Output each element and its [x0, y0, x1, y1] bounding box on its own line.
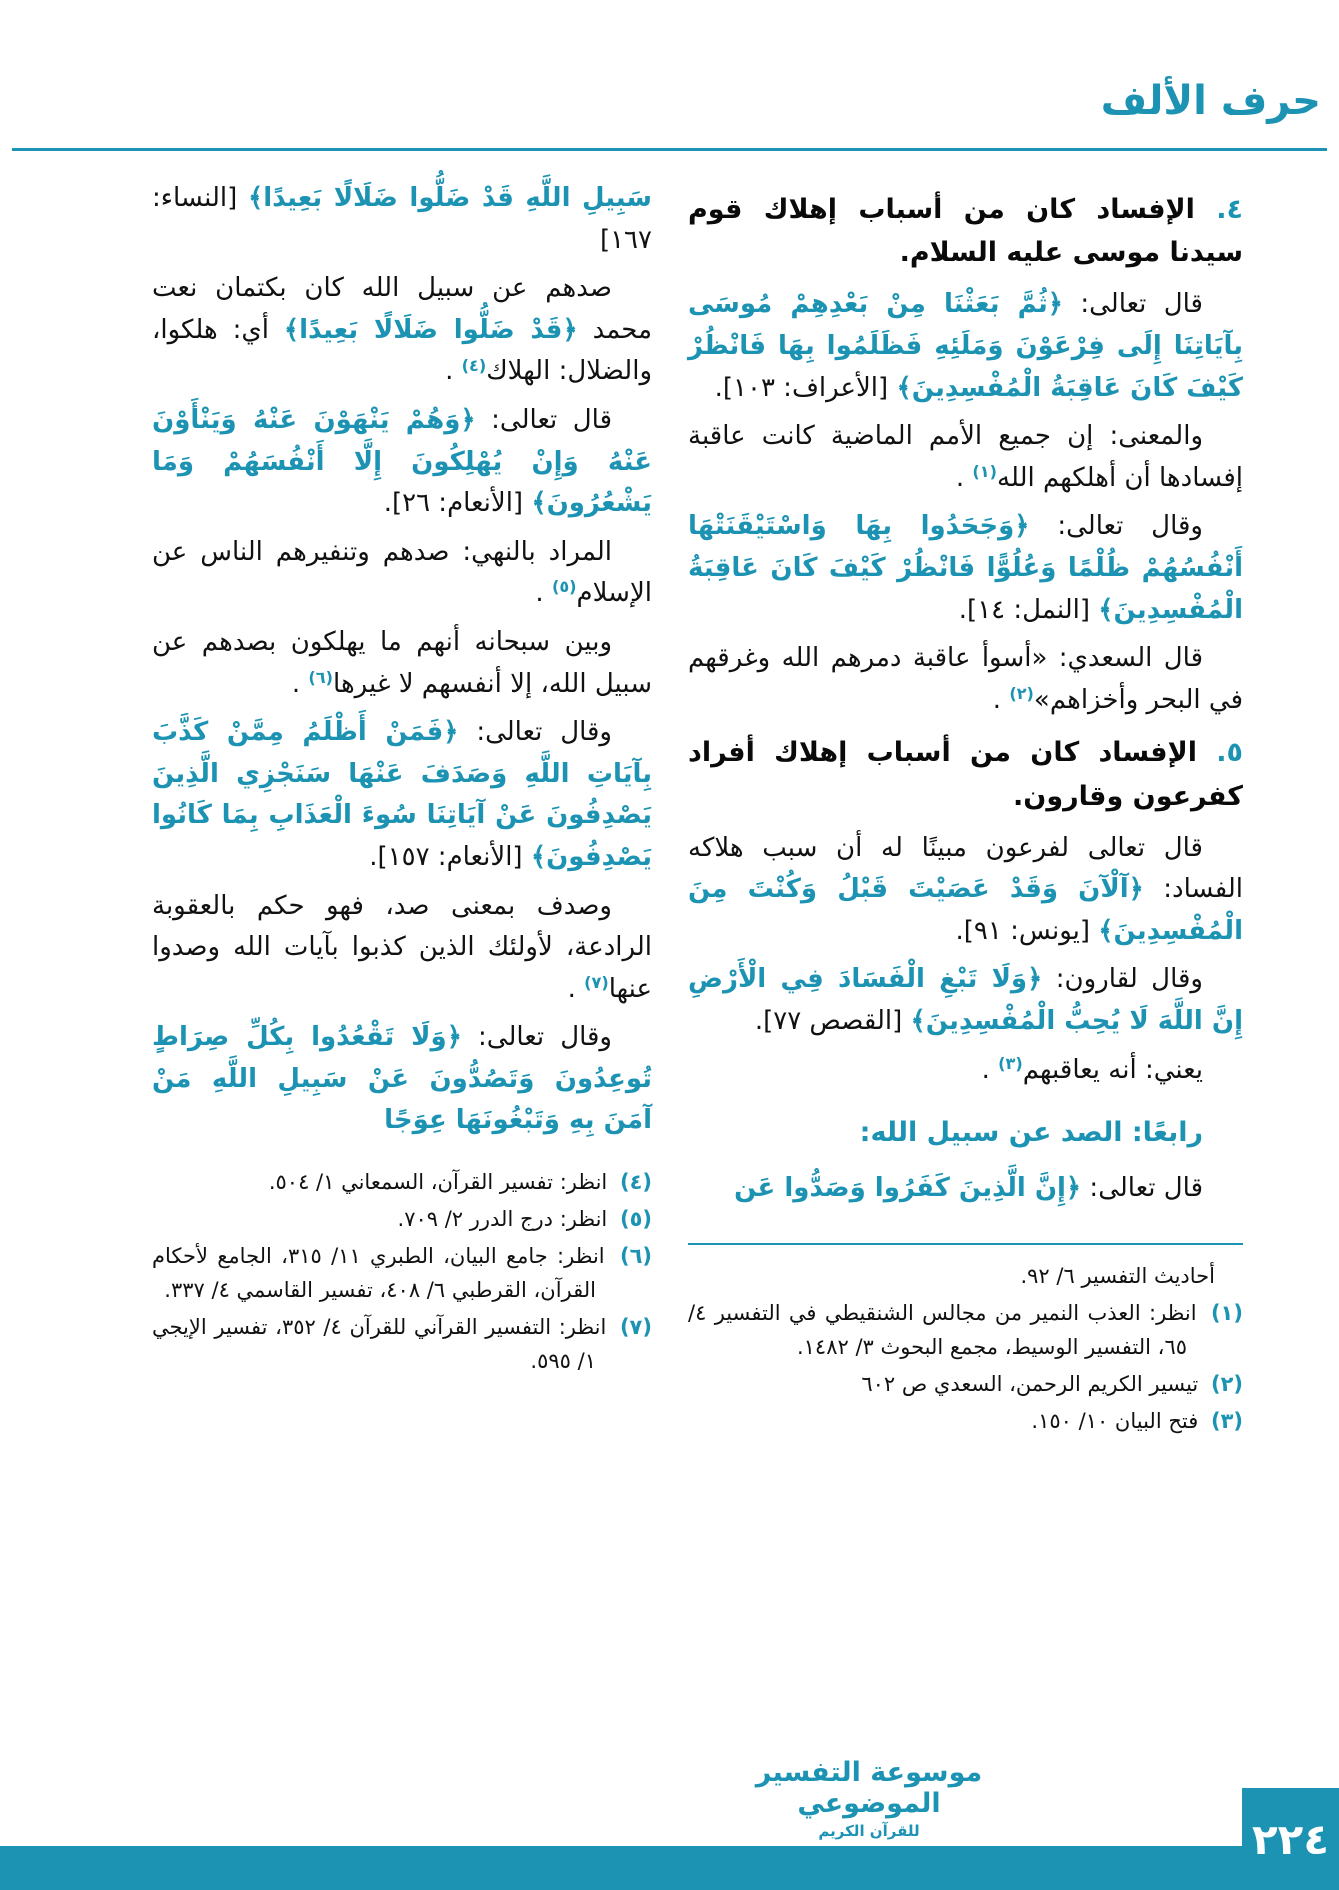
paragraph [688, 638, 1243, 721]
header-rule [12, 148, 1327, 151]
item-number: ٤. [1194, 194, 1243, 225]
body-text: وقال تعالى: [461, 1022, 612, 1053]
section-heading-text: رابعًا: الصد عن سبيل الله: [859, 1117, 1203, 1149]
footnote-separator [688, 1243, 1243, 1245]
footer-strip [0, 1846, 1339, 1890]
footnote-text: انظر: جامع البيان، الطبري ١١/ ٣١٥، الجامع لأحكام القرآن، القرطبي ٦/ ٤٠٨، تفسير القاسمي ٤/ ٣٣٧. [152, 1244, 605, 1303]
footnote-marker: (٧) [584, 972, 609, 992]
paragraph [688, 731, 1243, 817]
paragraph [152, 1017, 652, 1142]
footnote-text: انظر: العذب النمير من مجالس الشنقيطي في التفسير ٤/ ٦٥، التفسير الوسيط، مجمع البحوث ٣/ ١٤٨٢. [688, 1301, 1197, 1360]
footnote-marker: (٤) [461, 355, 487, 375]
footnote-marker: (٢) [1009, 683, 1034, 703]
paragraph [688, 188, 1243, 274]
footnote-marker: (١) [972, 461, 998, 481]
body-text: . [291, 668, 309, 699]
footnote [688, 1259, 1243, 1293]
body-text: المراد بالنهي: صدهم وتنفيرهم الناس عن الإسلام [152, 536, 652, 609]
publisher-logo-subtitle: للقرآن الكريم [818, 1821, 920, 1840]
body-text: . [445, 356, 462, 387]
quran-verse: ﴿وَلَا تَقْعُدُوا بِكُلِّ صِرَاطٍ تُوعِدُونَ وَتَصُدُّونَ عَنْ سَبِيلِ اللَّهِ مَنْ آمَنَ بِهِ وَتَبْغُونَهَا عِوَجًا [152, 1022, 652, 1136]
paragraph [688, 1168, 1243, 1210]
footnote [152, 1239, 652, 1307]
footnote [688, 1296, 1243, 1364]
footnote [152, 1310, 652, 1378]
body-text: . [535, 578, 552, 609]
footnote-text: انظر: التفسير القرآني للقرآن ٤/ ٣٥٢، تفسير الإيجي ١/ ٥٩٥. [152, 1315, 607, 1374]
body-text: أي: هلكوا، والضلال: الهلاك [152, 314, 652, 387]
heading-text: الإفساد كان من أسباب إهلاك قوم سيدنا موسى عليه السلام. [688, 194, 1243, 269]
paragraph [152, 268, 652, 393]
paragraph [688, 1050, 1243, 1092]
paragraph [152, 178, 652, 261]
publisher-logo [744, 1757, 994, 1840]
left-footnote-list [152, 1165, 652, 1378]
paragraph [688, 284, 1243, 409]
paragraph [688, 1111, 1243, 1154]
paragraph [688, 506, 1243, 631]
footnote-text: تيسير الكريم الرحمن، السعدي ص ٦٠٢ [861, 1372, 1199, 1397]
body-text: وصدف بمعنى صد، فهو حكم بالعقوبة الرادعة، لأولئك الذين كذبوا بآيات الله وصدوا عنها [152, 890, 652, 1004]
paragraph [688, 959, 1243, 1042]
quran-verse: سَبِيلِ اللَّهِ قَدْ ضَلُّوا ضَلَالًا بَعِيدًا﴾ [247, 183, 652, 213]
quran-verse: ﴿إِنَّ الَّذِينَ كَفَرُوا وَصَدُّوا عَن [734, 1173, 1082, 1204]
body-text: قال تعالى: [1063, 289, 1203, 320]
footnote-number: (٦) [619, 1244, 652, 1269]
content [152, 178, 1243, 1441]
body-text: . [992, 684, 1010, 715]
footnote-number: (١) [1210, 1301, 1243, 1326]
publisher-logo-title: موسوعة التفسير الموضوعي [755, 1756, 983, 1819]
right-column-text [688, 178, 1243, 1217]
verse-reference: [القصص ٧٧]. [754, 1006, 911, 1037]
footnote-number: (٥) [619, 1207, 652, 1232]
paragraph [152, 712, 652, 878]
item-number: ٥. [1196, 737, 1243, 769]
body-text: . [567, 973, 585, 1004]
quran-verse: ﴿آلْآنَ وَقَدْ عَصَيْتَ قَبْلُ وَكُنْتَ مِنَ الْمُفْسِدِينَ﴾ [688, 874, 1243, 946]
body-text: قال تعالى: [1081, 1173, 1203, 1204]
footnote-number: (٣) [1210, 1409, 1243, 1434]
page-number-badge [1242, 1788, 1339, 1890]
body-text: . [981, 1054, 999, 1085]
section-title: حرف الألف [1100, 78, 1321, 124]
footnote-text: انظر: درج الدرر ٢/ ٧٠٩. [397, 1207, 608, 1232]
paragraph [688, 828, 1243, 953]
verse-reference: [النساء: ١٦٧] [152, 183, 652, 255]
verse-reference: [الأنعام: ١٥٧]. [369, 841, 531, 872]
paragraph [688, 416, 1243, 499]
footnote-marker: (٥) [551, 577, 577, 597]
quran-verse: ﴿فَمَنْ أَظْلَمُ مِمَّنْ كَذَّبَ بِآيَاتِ اللَّهِ وَصَدَفَ عَنْهَا سَنَجْزِي الَّذِينَ يَصْدِفُونَ عَنْ آيَاتِنَا سُوءَ الْعَذَابِ بِمَا كَانُوا يَصْدِفُونَ﴾ [152, 717, 652, 872]
body-text: . [955, 462, 973, 493]
quran-verse: ﴿ثُمَّ بَعَثْنَا مِنْ بَعْدِهِمْ مُوسَى بِآيَاتِنَا إِلَى فِرْعَوْنَ وَمَلَئِهِ فَظَلَمُوا بِهَا فَانْظُرْ كَيْفَ كَانَ عَاقِبَةُ الْمُفْسِدِينَ﴾ [688, 289, 1243, 403]
footnote-number: (٧) [619, 1315, 652, 1340]
verse-reference: [الأنعام: ٢٦]. [383, 488, 532, 519]
paragraph [152, 400, 652, 525]
right-footnote-list [688, 1259, 1243, 1438]
page-number: ٢٢٤ [1252, 1814, 1329, 1864]
verse-reference: [يونس: ٩١]. [955, 915, 1099, 946]
verse-reference: [النمل: ١٤]. [958, 594, 1099, 625]
body-text: والمعنى: إن جميع الأمم الماضية كانت عاقبة إفسادها أن أهلكهم الله [688, 421, 1243, 493]
paragraph [152, 532, 652, 615]
right-column-footnotes [688, 1233, 1243, 1441]
heading-text: الإفساد كان من أسباب إهلاك أفراد كفرعون وقارون. [688, 737, 1243, 812]
footnote-text: انظر: تفسير القرآن، السمعاني ١/ ٥٠٤. [268, 1170, 608, 1195]
body-text: وقال تعالى: [1029, 511, 1203, 542]
body-text: وبين سبحانه أنهم ما يهلكون بصدهم عن سبيل الله، إلا أنفسهم لا غيرها [152, 626, 652, 699]
quran-verse: ﴿وَجَحَدُوا بِهَا وَاسْتَيْقَنَتْهَا أَنْفُسُهُمْ ظُلْمًا وَعُلُوًّا فَانْظُرْ كَيْفَ كَانَ عَاقِبَةُ الْمُفْسِدِينَ﴾ [688, 511, 1243, 625]
footnote-text: أحاديث التفسير ٦/ ٩٢. [1020, 1264, 1215, 1289]
footnote [688, 1404, 1243, 1438]
footnote-text: فتح البيان ١٠/ ١٥٠. [1031, 1409, 1199, 1434]
left-column-text [152, 178, 652, 1149]
paragraph [152, 886, 652, 1011]
right-column [688, 178, 1243, 1441]
footnote-number: (٤) [619, 1170, 652, 1195]
footnote-number: (٢) [1210, 1372, 1243, 1397]
body-text: قال السعدي: «أسوأ عاقبة دمرهم الله وغرقهم في البحر وأخزاهم» [688, 643, 1243, 715]
body-text: قال تعالى لفرعون مبينًا له أن سبب هلاكه الفساد: [688, 832, 1243, 905]
quran-verse: ﴿وَلَا تَبْغِ الْفَسَادَ فِي الْأَرْضِ إِنَّ اللَّهَ لَا يُحِبُّ الْمُفْسِدِينَ﴾ [688, 964, 1243, 1037]
body-text: وقال تعالى: [458, 717, 612, 748]
quran-verse: ﴿وَهُمْ يَنْهَوْنَ عَنْهُ وَيَنْأَوْنَ عَنْهُ وَإِنْ يُهْلِكُونَ إِلَّا أَنْفُسَهُمْ وَمَا يَشْعُرُونَ﴾ [152, 404, 652, 519]
verse-reference: [الأعراف: ١٠٣]. [714, 372, 897, 403]
body-text: وقال لقارون: [1042, 964, 1203, 995]
body-text: يعني: أنه يعاقبهم [1022, 1054, 1203, 1085]
footnote-marker: (٦) [308, 667, 334, 687]
footnote-marker: (٣) [998, 1053, 1023, 1073]
left-column [152, 178, 652, 1441]
page-header [18, 78, 1321, 124]
quran-verse: ﴿قَدْ ضَلُّوا ضَلَالًا بَعِيدًا﴾ [283, 314, 578, 345]
body-text: قال تعالى: [475, 404, 612, 435]
left-column-footnotes [152, 1165, 652, 1381]
footnote [152, 1202, 652, 1236]
footnote [152, 1165, 652, 1199]
footnote [688, 1367, 1243, 1401]
paragraph [152, 622, 652, 705]
body-text: صدهم عن سبيل الله كان بكتمان نعت محمد [152, 273, 653, 345]
